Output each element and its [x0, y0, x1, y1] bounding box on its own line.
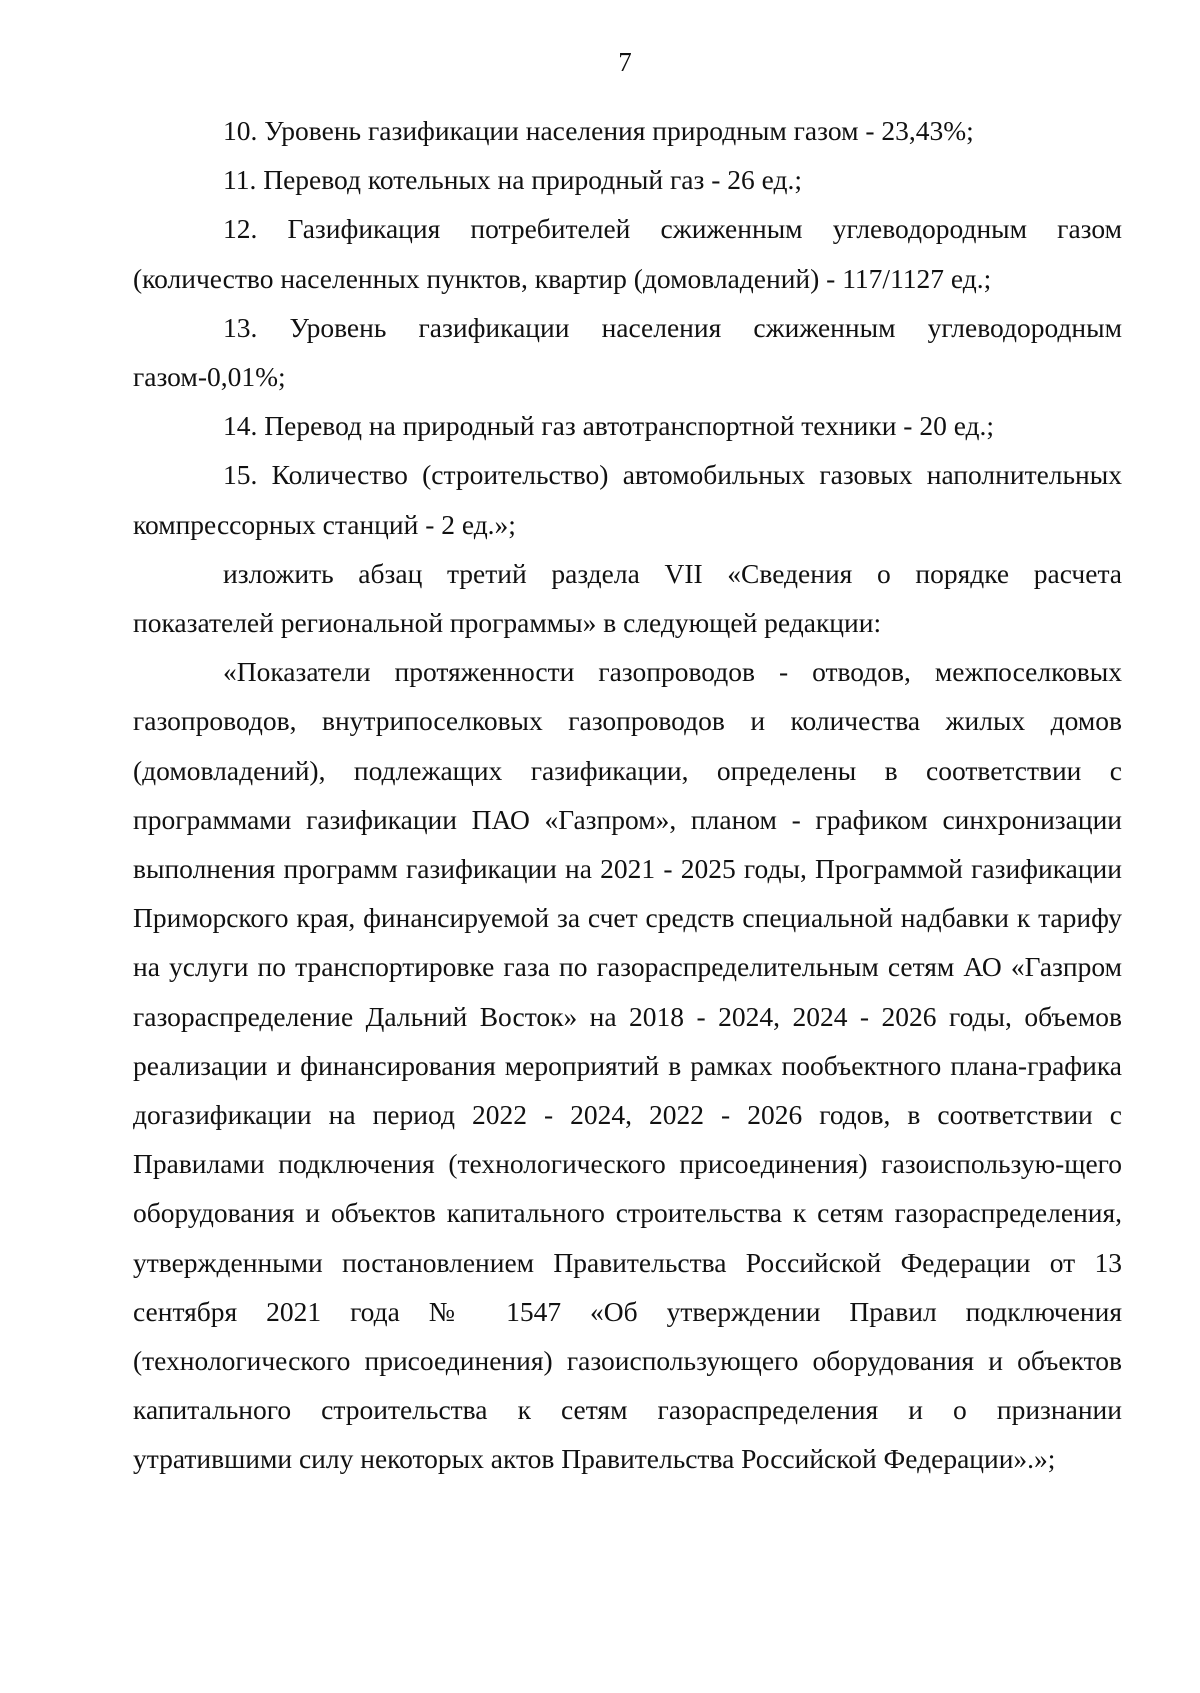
list-item-12: 12. Газификация потребителей сжиженным углеводородным газом (количество населенных пунктов, квартир (домовладений) - 117/1127 ед.; — [133, 213, 1122, 294]
list-item-10: 10. Уровень газификации населения природным газом - 23,43%; — [223, 115, 974, 146]
document-body — [133, 106, 1122, 1484]
list-item-13: 13. Уровень газификации населения сжиженным углеводородным газом-0,01%; — [133, 311, 1122, 393]
amendment-quote: «Показатели протяженности газопроводов - отводов, межпоселковых газопроводов, внутрипоселковых газопроводов и количества жилых домов (домовладений), подлежащих газификации, определены в соответствии с программами газификации ПАО «Газпром», планом - графиком синхронизации выполнения программ газификации на 2021 - 2025 годы, Программой газификации Приморского края, финансируемой за счет средств специальной надбавки к тарифу на услуги по транспортировке газа по газораспределительным сетям АО «Газпром газораспределение Дальний Восток» на 2018 - 2024, 2024 - 2026 годы, объемов реализации и финансирования мероприятий в рамках пообъектного плана-графика догазификации на период 2022 - 2024, 2022 - 2026 годов, в соответствии с Правилами подключения (технологического присоединения) газоиспользую-щего оборудования и объектов капитального строительства к сетям газораспределения, утвержденными постановлением Правительства Российской Федерации от 13 сентября 2021 года № 1547 «Об утверждении Правил подключения (технологического присоединения) газоиспользующего оборудования и объектов капитального строительства к сетям газораспределения и о признании утратившими силу некоторых актов Правительства Российской Федерации».»; — [133, 656, 1122, 1475]
amendment-instruction: изложить абзац третий раздела VII «Сведения о порядке расчета показателей региональной программы» в следующей редакции: — [133, 557, 1122, 639]
list-item-11: 11. Перевод котельных на природный газ - 26 ед.; — [223, 164, 802, 196]
list-item-14: 14. Перевод на природный газ автотранспортной техники - 20 ед.; — [223, 410, 995, 442]
list-item-15: 15. Количество (строительство) автомобильных газовых наполнительных компрессорных станций - 2 ед.»; — [133, 459, 1122, 540]
page-number: 7 — [618, 47, 632, 77]
